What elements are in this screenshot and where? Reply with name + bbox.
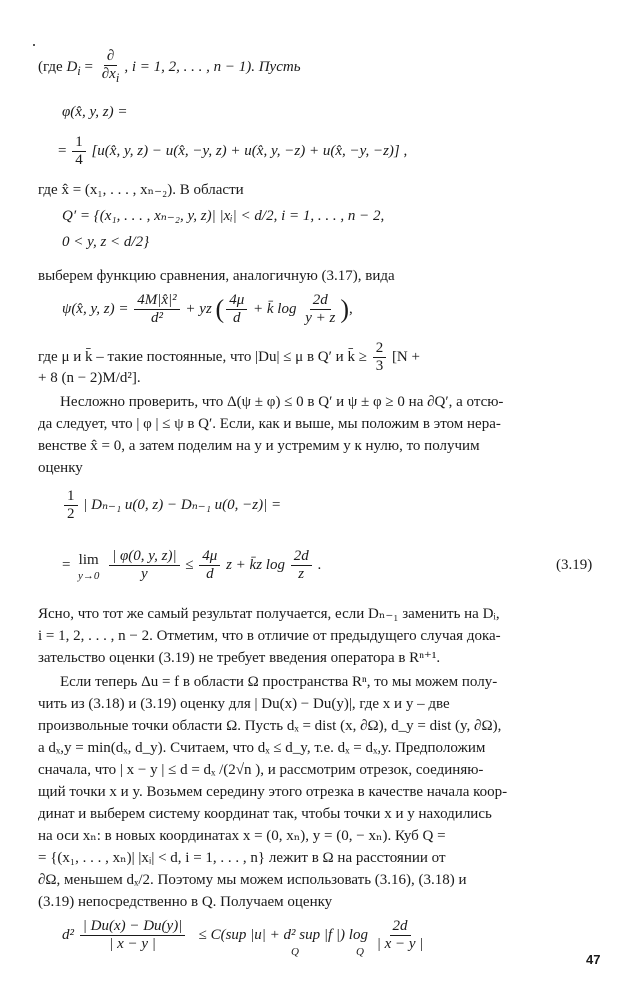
text-line: где x̂ = (x₁, . . . , xₙ₋₂). В области [38,182,244,198]
fraction-denominator: d [206,566,214,582]
text: ≤ [198,926,207,943]
text: где μ и k̄ – такие постоянные, что |Du| ≤ μ в Q′ и k̄ ≥ [38,348,367,365]
fraction-denominator: d [232,310,241,326]
fraction-denominator: z [298,566,305,582]
fraction-numerator: 1 [72,134,86,152]
paren: ( [215,294,225,324]
text-line: выберем функцию сравнения, аналогичную (3.17), вида [38,268,395,284]
fraction-denominator: 2 [67,506,75,522]
text: ψ(x̂, y, z) = [62,300,129,317]
fraction-denominator: d² [150,310,163,326]
fraction-denominator: y [141,566,148,582]
fraction-numerator: 4μ [226,292,247,310]
text: = [62,556,71,573]
fraction [199,548,220,583]
fraction-denominator: | x − y | [376,936,424,952]
fraction-denominator: 3 [375,358,384,374]
text-line: а dₓ,y = min(dₓ, d_y). Считаем, что dₓ ≤ d_y, т.е. dₓ = dₓ,y. Предположим [38,740,486,756]
text-line: сначала, что | x − y | ≤ d = dₓ /(2√n ), и рассмотрим отрезок, соединяю- [38,762,484,778]
math-sub: i [115,71,120,85]
paren: ) [340,294,349,324]
text-line: динат и выберем систему координат так, чтобы точки x и y находились [38,806,492,822]
fraction-denominator [99,66,123,87]
fraction-numerator: 1 [64,488,78,506]
fraction [373,340,387,375]
text-line: оценку [38,460,83,476]
equation-domain-cont: 0 < y, z < d/2} [62,234,150,250]
fraction [291,548,312,583]
sup-subscript: Q [291,946,299,958]
fraction-denominator: | x − y | [109,936,156,952]
fraction [99,48,123,87]
text: + yz [185,300,212,317]
fraction-numerator: 2d [390,918,411,936]
text: = [80,58,97,75]
text-line: = {(x₁, . . . , xₙ)| |xᵢ| < d, i = 1, . . . , n} лежит в Ω на расстоянии от [38,850,446,866]
fraction [72,134,86,169]
text-line: (3.19) непосредственно в Q. Получаем оценку [38,894,333,910]
text: , [349,300,353,317]
text: [u(x̂, y, z) − u(x̂, −y, z) + u(x̂, y, −z) + u(x̂, −y, −z)] , [91,142,408,159]
text: . [317,556,322,573]
text: [N + [391,348,420,365]
fraction-numerator: 2d [310,292,331,310]
sup-subscript: Q [356,946,364,958]
equation-psi [62,292,353,327]
equation-phi-def: φ(x̂, y, z) = [62,104,128,120]
fraction-numerator: | φ(0, y, z)| [109,548,179,566]
fraction-numerator: 4μ [199,548,220,566]
equation-phi-rhs [58,134,407,169]
equation-final [62,918,428,953]
text: ≤ [185,556,194,573]
text-line: зательство оценки (3.19) не требует введения оператора в Rⁿ⁺¹. [38,650,441,666]
fraction [374,918,427,953]
text-line: щий точки x и y. Возьмем середину этого отрезка в качестве начала коор- [38,784,508,800]
text-line: произвольные точки области Ω. Пусть dₓ = dist (x, ∂Ω), d_y = dist (y, ∂Ω), [38,718,502,734]
equation-derivative [62,488,281,523]
text: + k̄ log [253,300,297,317]
intro-line [38,48,301,87]
text: | Dₙ₋₁ u(0, z) − Dₙ₋₁ u(0, −z)| = [83,496,282,513]
math-var: ∂x [101,66,116,82]
text-line: ∂Ω, меньшем dₓ/2. Поэтому мы можем использовать (3.16), (3.18) и [38,872,467,888]
fraction-denominator: 4 [75,152,83,168]
text-line: + 8 (n − 2)M/d²]. [38,370,141,386]
fraction-numerator: 2d [291,548,312,566]
equation-number: (3.19) [556,557,593,573]
fraction-numerator: ∂ [104,48,117,66]
text-line: на оси xₙ: в новых координатах x = (0, xₙ), y = (0, − xₙ). Куб Q = [38,828,446,844]
fraction [134,292,179,327]
fraction-denominator: y + z [305,310,336,326]
limit-sub: y→0 [77,569,100,582]
fraction [64,488,78,523]
text: z + k̄z log [226,556,285,573]
fraction [226,292,247,327]
fraction-numerator: | Du(x) − Du(y)| [80,918,186,936]
text: C(sup |u| + d² sup |f |) log [210,926,368,943]
page-number: 47 [586,952,601,967]
text-line: да следует, что | φ | ≤ ψ в Q′. Если, как и выше, мы положим в этом нера- [38,416,501,432]
fraction-numerator: 4M|x̂|² [134,292,179,310]
text: d² [62,926,74,943]
margin-mark [33,44,35,46]
text: = [58,142,67,159]
text-line: венстве x̂ = 0, а затем поделим на y и устремим y к нулю, то получим [38,438,480,454]
math-sub: i [77,63,81,78]
fraction [302,292,338,327]
text-line: чить из (3.18) и (3.19) оценку для | Du(x) − Du(y)|, где x и y – две [38,696,450,712]
math-var: D [66,58,78,75]
text: (где [38,58,67,75]
equation-limit [62,548,321,583]
limit [78,550,99,582]
text-line: i = 1, 2, . . . , n − 2. Отметим, что в отличие от предыдущего случая дока- [38,628,501,644]
equation-domain: Q′ = {(x₁, . . . , xₙ₋₂, y, z)| |xᵢ| < d/2, i = 1, . . . , n − 2, [62,208,385,224]
fraction [109,548,179,583]
fraction [80,918,186,953]
text-line: Ясно, что тот же самый результат получается, если Dₙ₋₁ заменить на Dᵢ, [38,606,500,622]
fraction-numerator: 2 [373,340,387,358]
limit-label: lim [78,551,99,568]
text-line: Если теперь Δu = f в области Ω пространства Rⁿ, то мы можем полу- [60,674,498,690]
text: , i = 1, 2, . . . , n − 1). Пусть [124,58,301,75]
text-line: Несложно проверить, что Δ(ψ ± φ) ≤ 0 в Q′ и ψ ± φ ≥ 0 на ∂Q′, а отсю- [60,394,504,410]
